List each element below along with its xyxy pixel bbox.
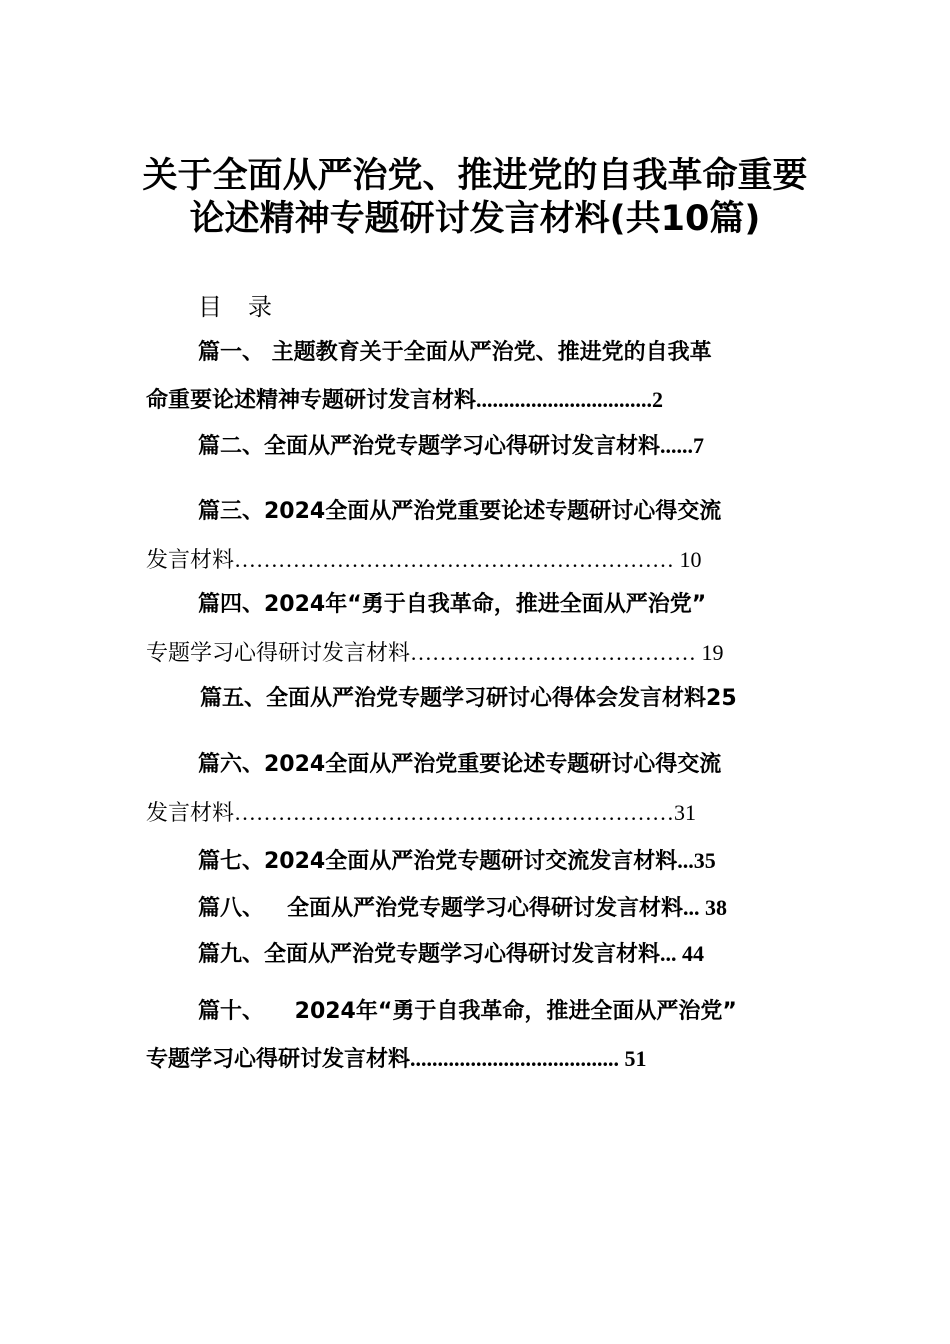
toc-entry-text: 篇一、 主题教育关于全面从严治党、推进党的自我革 [198, 340, 712, 365]
toc-entry-5 [200, 684, 737, 714]
toc-entry-text: 发言材料 [146, 801, 235, 826]
toc-entry-text: 篇八、 全面从严治党专题学习心得研讨发言材料 [198, 896, 683, 921]
toc-entry-text: 篇四、2024年“勇于自我革命，推进全面从严治党” [198, 592, 707, 617]
toc-page-number: 19 [701, 640, 724, 665]
toc-entry-6-line-2 [146, 798, 696, 829]
toc-page-number: 38 [704, 895, 727, 920]
toc-leader-dots: ...... [660, 433, 694, 458]
toc-entry-1-line-1 [198, 338, 712, 368]
toc-entry-text: 篇六、2024全面从严治党重要论述专题研讨心得交流 [198, 752, 722, 777]
toc-entry-3-line-2 [146, 545, 702, 576]
toc-heading-char-2: 录 [248, 293, 272, 321]
toc-entry-text: 篇二、全面从严治党专题学习心得研讨发言材料 [198, 434, 661, 459]
toc-entry-text: 篇五、全面从严治党专题学习研讨心得体会发言材料 [200, 686, 707, 711]
toc-entry-6-line-1 [198, 750, 721, 780]
toc-entry-4-line-2 [146, 638, 724, 669]
toc-page-number: 7 [693, 433, 705, 458]
toc-entry-text: 篇七、2024全面从严治党专题研讨交流发言材料 [198, 849, 678, 874]
toc-entry-7 [198, 846, 716, 877]
toc-page-number: 44 [682, 941, 705, 966]
document-title-line-2: 论述精神专题研讨发言材料(共10篇) [189, 199, 761, 239]
toc-entry-text: 篇十、 2024年“勇于自我革命，推进全面从严治党” [198, 999, 737, 1024]
toc-leader-dots: ... [682, 895, 705, 920]
toc-leader-dots: …………………………………………………… [234, 800, 675, 825]
toc-entry-1-line-2 [146, 385, 663, 416]
toc-leader-dots: ... [660, 941, 683, 966]
toc-entry-10-line-2 [146, 1044, 647, 1075]
toc-page-number: 10 [679, 547, 702, 572]
toc-leader-dots: ... [677, 848, 694, 873]
toc-page-number: 31 [674, 800, 697, 825]
toc-page-number: 35 [693, 848, 716, 873]
toc-entry-text: 专题学习心得研讨发言材料 [146, 641, 411, 666]
toc-entry-9 [198, 939, 704, 970]
toc-page-number: 2 [652, 387, 664, 412]
toc-entry-3-line-1 [198, 497, 721, 527]
toc-page-number: 25 [706, 686, 737, 711]
toc-leader-dots: ................................ [476, 387, 653, 412]
toc-entry-text: 专题学习心得研讨发言材料 [146, 1047, 411, 1072]
toc-leader-dots: ………………………………… [410, 640, 702, 665]
toc-entry-4-line-1 [198, 590, 706, 620]
document-title-line-1: 关于全面从严治党、推进党的自我革命重要 [142, 156, 808, 196]
toc-entry-text: 篇三、2024全面从严治党重要论述专题研讨心得交流 [198, 499, 722, 524]
toc-leader-dots: …………………………………………………… [234, 547, 680, 572]
toc-entry-8 [198, 893, 727, 924]
toc-entry-text: 发言材料 [146, 548, 235, 573]
toc-page-number: 51 [624, 1046, 647, 1071]
toc-entry-text: 篇九、全面从严治党专题学习心得研讨发言材料 [198, 942, 661, 967]
toc-heading-char-1: 目 [198, 293, 222, 321]
toc-entry-2 [198, 431, 704, 462]
toc-heading [198, 292, 272, 322]
toc-entry-text: 命重要论述精神专题研讨发言材料 [146, 388, 477, 413]
toc-entry-10-line-1 [198, 997, 737, 1027]
toc-leader-dots: ...................................... [410, 1046, 625, 1071]
